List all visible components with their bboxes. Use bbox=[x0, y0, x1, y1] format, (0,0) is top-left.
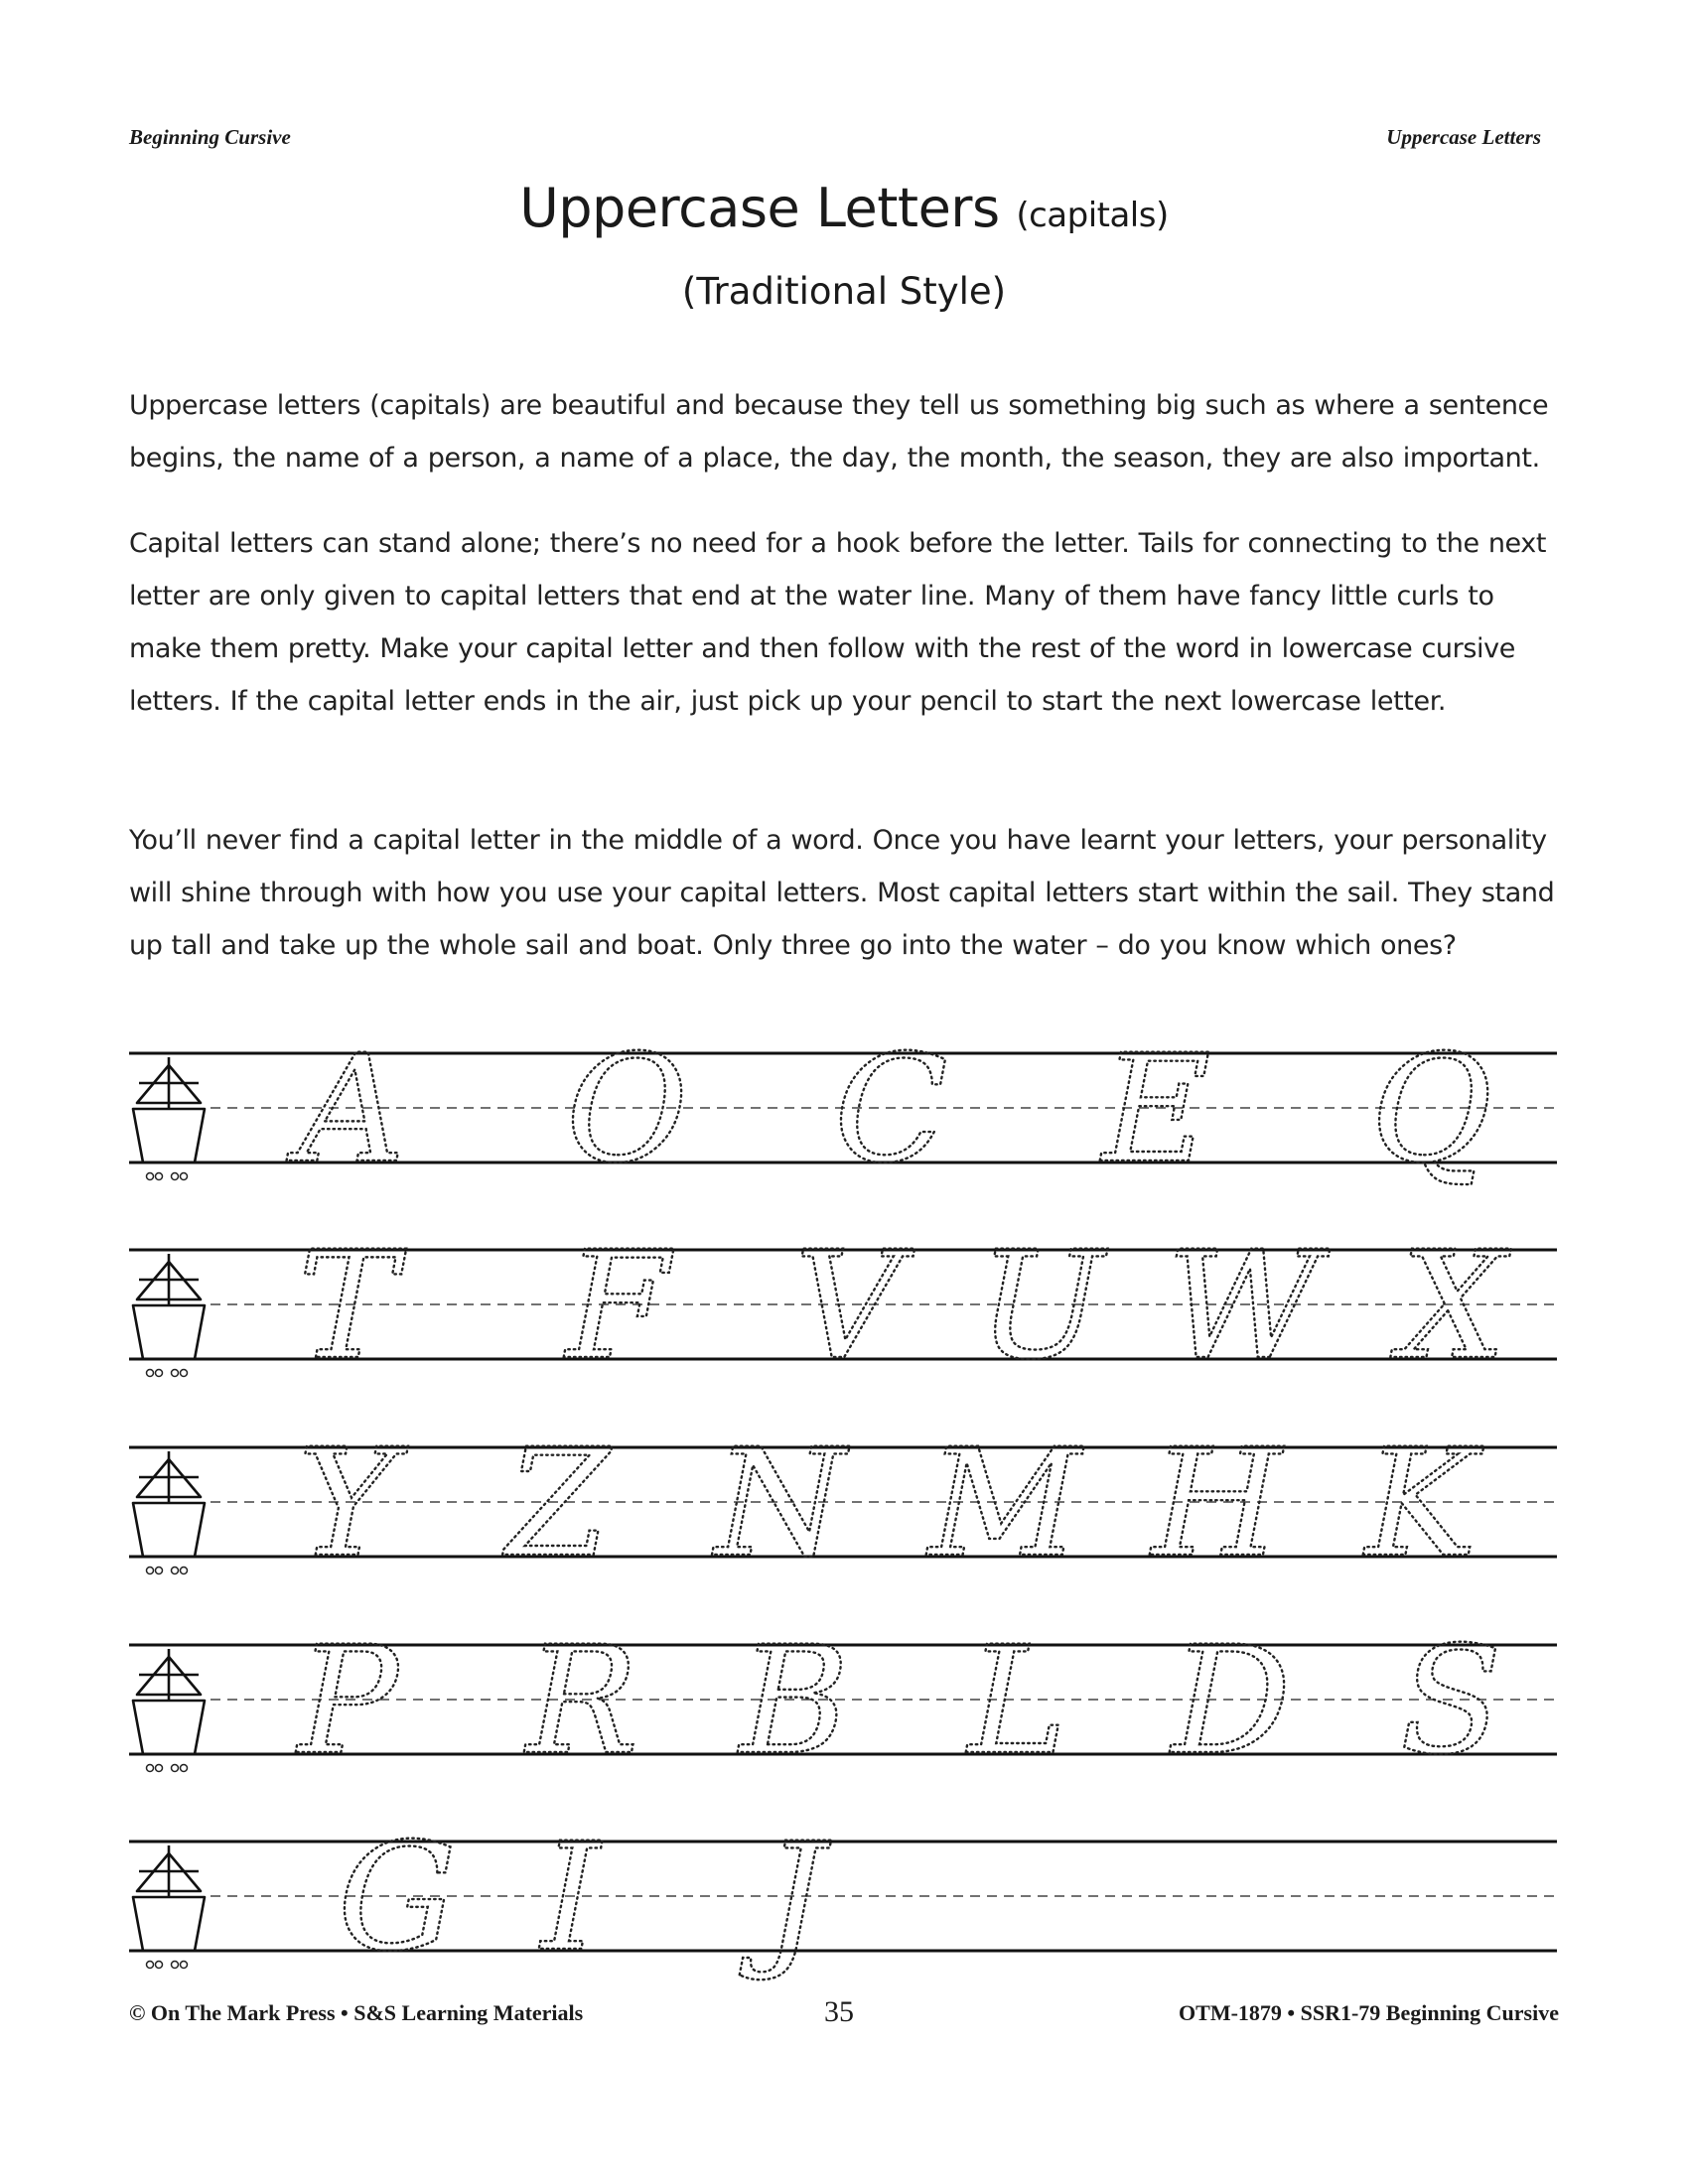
practice-row bbox=[129, 1812, 1557, 1984]
traced-letter: K bbox=[1365, 1418, 1477, 1590]
traced-letter: B bbox=[740, 1615, 850, 1788]
running-head-right: Uppercase Letters bbox=[1386, 125, 1541, 149]
traced-letter: P bbox=[298, 1615, 398, 1788]
wave-mark bbox=[181, 1962, 188, 1969]
traced-letter: D bbox=[1172, 1615, 1292, 1788]
wave-mark bbox=[147, 1173, 154, 1180]
hull-shape bbox=[133, 1305, 205, 1359]
wave-mark bbox=[156, 1173, 163, 1180]
water-icon bbox=[147, 1962, 188, 1969]
wave-mark bbox=[172, 1765, 179, 1772]
traced-letter: N bbox=[715, 1418, 846, 1590]
traced-letter: R bbox=[526, 1615, 638, 1788]
boat-icon bbox=[133, 1845, 205, 1951]
hull-shape bbox=[133, 1897, 205, 1951]
traced-letter: Z bbox=[506, 1418, 611, 1590]
traced-letter: G bbox=[338, 1812, 457, 1984]
title-main: Uppercase Letters bbox=[519, 177, 1000, 239]
traced-letter: Y bbox=[298, 1418, 397, 1590]
hull-shape bbox=[133, 1503, 205, 1557]
wave-mark bbox=[172, 1962, 179, 1969]
wave-mark bbox=[156, 1765, 163, 1772]
wave-mark bbox=[147, 1765, 154, 1772]
boat-icon bbox=[133, 1057, 205, 1162]
water-icon bbox=[147, 1173, 188, 1180]
traced-letter: X bbox=[1400, 1220, 1506, 1393]
practice-row bbox=[129, 1615, 1557, 1788]
traced-letter: C bbox=[834, 1024, 948, 1196]
boat-icon bbox=[133, 1649, 205, 1754]
traced-letter: J bbox=[765, 1812, 825, 1984]
traced-letter: T bbox=[298, 1220, 398, 1393]
wave-mark bbox=[172, 1370, 179, 1377]
page-number: 35 bbox=[824, 1995, 854, 2028]
traced-letter: U bbox=[978, 1220, 1104, 1393]
water-icon bbox=[147, 1568, 188, 1574]
water-icon bbox=[147, 1370, 188, 1377]
wave-mark bbox=[147, 1568, 154, 1574]
wave-mark bbox=[156, 1568, 163, 1574]
hull-shape bbox=[133, 1109, 205, 1162]
practice-row bbox=[129, 1418, 1557, 1590]
capital-rules-paragraph: Capital letters can stand alone; there’s no need for a hook before the letter. Tails for connecting to the next letter are only given to capital letters that end at the water line. Many of them have fancy little curls to make them pretty. Make your capital letter and then follow with the rest of the word in lowercase cursive letters. If the capital letter ends in the air, just pick up your pencil to start the next lowercase letter. bbox=[129, 528, 1547, 717]
running-head-left: Beginning Cursive bbox=[129, 125, 291, 149]
traced-letter: W bbox=[1167, 1220, 1321, 1393]
footer-publisher: © On The Mark Press • S&S Learning Materials bbox=[129, 2000, 584, 2025]
traced-letter: V bbox=[794, 1220, 903, 1393]
wave-mark bbox=[181, 1568, 188, 1574]
wave-mark bbox=[147, 1370, 154, 1377]
intro-paragraph: Uppercase letters (capitals) are beautiful and because they tell us something big such as where a sentence begins, the name of a person, a name of a place, the day, the month, the season, they are also important. bbox=[129, 390, 1549, 474]
wave-mark bbox=[181, 1173, 188, 1180]
traced-letter: S bbox=[1400, 1615, 1502, 1788]
title-parenthetical: (capitals) bbox=[1016, 196, 1169, 235]
traced-letter: H bbox=[1152, 1418, 1282, 1590]
capital-usage-paragraph: You’ll never find a capital letter in the middle of a word. Once you have learnt your letters, your personality will shine through with how you use your capital letters. Most capital letters start within the sail. They stand up tall and take up the whole sail and boat. Only three go into the water – do you know which ones? bbox=[129, 825, 1555, 961]
hull-shape bbox=[133, 1701, 205, 1754]
water-icon bbox=[147, 1765, 188, 1772]
wave-mark bbox=[156, 1962, 163, 1969]
traced-letter: A bbox=[298, 1024, 406, 1196]
traced-letter: I bbox=[541, 1812, 601, 1984]
wave-mark bbox=[181, 1370, 188, 1377]
footer-catalog: OTM-1879 • SSR1-79 Beginning Cursive bbox=[1179, 2000, 1559, 2025]
wave-mark bbox=[156, 1370, 163, 1377]
practice-row bbox=[129, 1220, 1557, 1393]
traced-letter: M bbox=[928, 1418, 1081, 1590]
traced-letter: L bbox=[968, 1615, 1067, 1788]
boat-icon bbox=[133, 1451, 205, 1557]
traced-letter: O bbox=[566, 1024, 688, 1196]
boat-icon bbox=[133, 1254, 205, 1359]
traced-letter: Q bbox=[1370, 1024, 1492, 1196]
traced-letter: E bbox=[1102, 1024, 1211, 1196]
wave-mark bbox=[172, 1568, 179, 1574]
practice-row bbox=[129, 1024, 1557, 1196]
wave-mark bbox=[147, 1962, 154, 1969]
wave-mark bbox=[172, 1173, 179, 1180]
page-subtitle: (Traditional Style) bbox=[681, 270, 1007, 313]
traced-letter: F bbox=[566, 1220, 670, 1393]
wave-mark bbox=[181, 1765, 188, 1772]
